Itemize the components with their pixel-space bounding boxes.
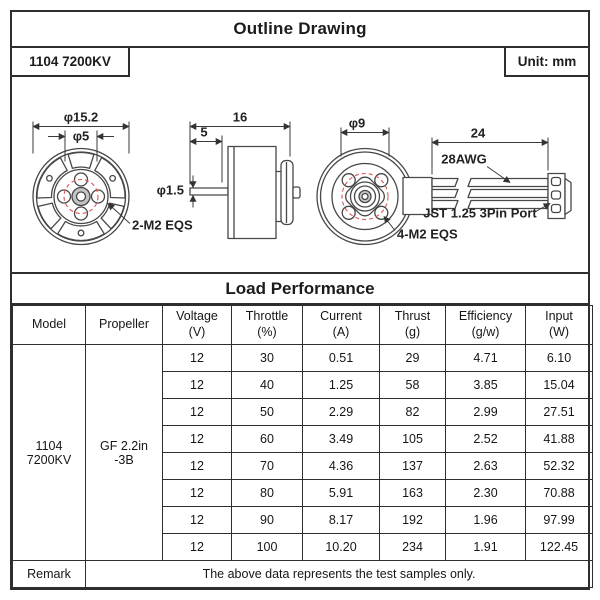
remark-label-cell: Remark [13,561,86,588]
table-cell: 97.99 [526,507,593,534]
page-title: Outline Drawing [233,19,367,38]
table-cell: 1.25 [303,372,380,399]
table-cell: 58 [380,372,446,399]
table-cell: 12 [163,534,232,561]
table-cell: 60 [232,426,303,453]
label-wire-gauge: 28AWG [441,151,487,167]
table-cell: 80 [232,480,303,507]
col-header-throttle: Throttle (%) [232,306,303,345]
table-cell: 12 [163,480,232,507]
table-header-row [13,306,593,345]
table-cell: 82 [380,399,446,426]
table-cell: 2.30 [446,480,526,507]
table-row [13,345,593,372]
rear-view [317,116,571,245]
tag-row [12,48,588,77]
table-cell: 1.96 [446,507,526,534]
table-cell: 2.99 [446,399,526,426]
sheet-frame [10,10,590,590]
col-header-thrust: Thrust (g) [380,306,446,345]
table-cell: 52.32 [526,453,593,480]
table-cell: 3.85 [446,372,526,399]
model-cell: 1104 7200KV [13,345,86,561]
table-cell: 12 [163,426,232,453]
table-cell: 8.17 [303,507,380,534]
dim-wire-length: 24 [470,125,486,141]
load-performance-header [12,272,588,305]
table-cell: 163 [380,480,446,507]
table-cell: 70.88 [526,480,593,507]
table-cell: 12 [163,507,232,534]
table-cell: 12 [163,453,232,480]
table-cell: 5.91 [303,480,380,507]
remark-row [13,561,593,588]
table-cell: 12 [163,345,232,372]
load-performance-title: Load Performance [225,278,375,298]
dim-side-length: 16 [232,109,248,125]
dim-side-shaft-dia: φ1.5 [156,182,184,198]
col-header-model: Model [13,306,86,345]
table-cell: 12 [163,372,232,399]
dim-side-shaft-length: 5 [200,124,208,140]
table-cell: 12 [163,399,232,426]
table-cell: 105 [380,426,446,453]
remark-text-cell: The above data represents the test samples only. [86,561,593,588]
label-connector: JST 1.25 3Pin Port [423,205,537,221]
outline-drawing-area [12,77,588,272]
model-badge: 1104 7200KV [12,48,130,77]
table-cell: 100 [232,534,303,561]
table-cell: 2.29 [303,399,380,426]
dim-front-bolt-dia: φ5 [72,128,90,144]
table-cell: 30 [232,345,303,372]
dim-front-outer-dia: φ15.2 [63,109,99,125]
table-cell: 0.51 [303,345,380,372]
table-cell: 4.36 [303,453,380,480]
table-cell: 122.45 [526,534,593,561]
col-header-input: Input (W) [526,306,593,345]
label-front-screws: 2-M2 EQS [132,217,193,233]
outline-drawing-canvas [12,77,588,272]
table-cell: 15.04 [526,372,593,399]
table-cell: 40 [232,372,303,399]
table-cell: 2.63 [446,453,526,480]
table-cell: 27.51 [526,399,593,426]
front-view [33,110,193,245]
table-cell: 3.49 [303,426,380,453]
col-header-current: Current (A) [303,306,380,345]
table-cell: 192 [380,507,446,534]
col-header-efficiency: Efficiency (g/w) [446,306,526,345]
table-cell: 10.20 [303,534,380,561]
table-cell: 41.88 [526,426,593,453]
unit-badge: Unit: mm [504,48,588,77]
propeller-cell: GF 2.2in -3B [86,345,163,561]
table-cell: 50 [232,399,303,426]
dim-rear-bolt-dia: φ9 [348,115,366,131]
table-cell: 90 [232,507,303,534]
table-cell: 29 [380,345,446,372]
performance-table [12,305,593,588]
table-cell: 234 [380,534,446,561]
table-cell: 137 [380,453,446,480]
table-cell: 2.52 [446,426,526,453]
title-row [12,12,588,48]
label-rear-screws: 4-M2 EQS [397,226,458,242]
table-cell: 1.91 [446,534,526,561]
col-header-voltage: Voltage (V) [163,306,232,345]
table-cell: 4.71 [446,345,526,372]
table-cell: 6.10 [526,345,593,372]
table-cell: 70 [232,453,303,480]
col-header-propeller: Propeller [86,306,163,345]
